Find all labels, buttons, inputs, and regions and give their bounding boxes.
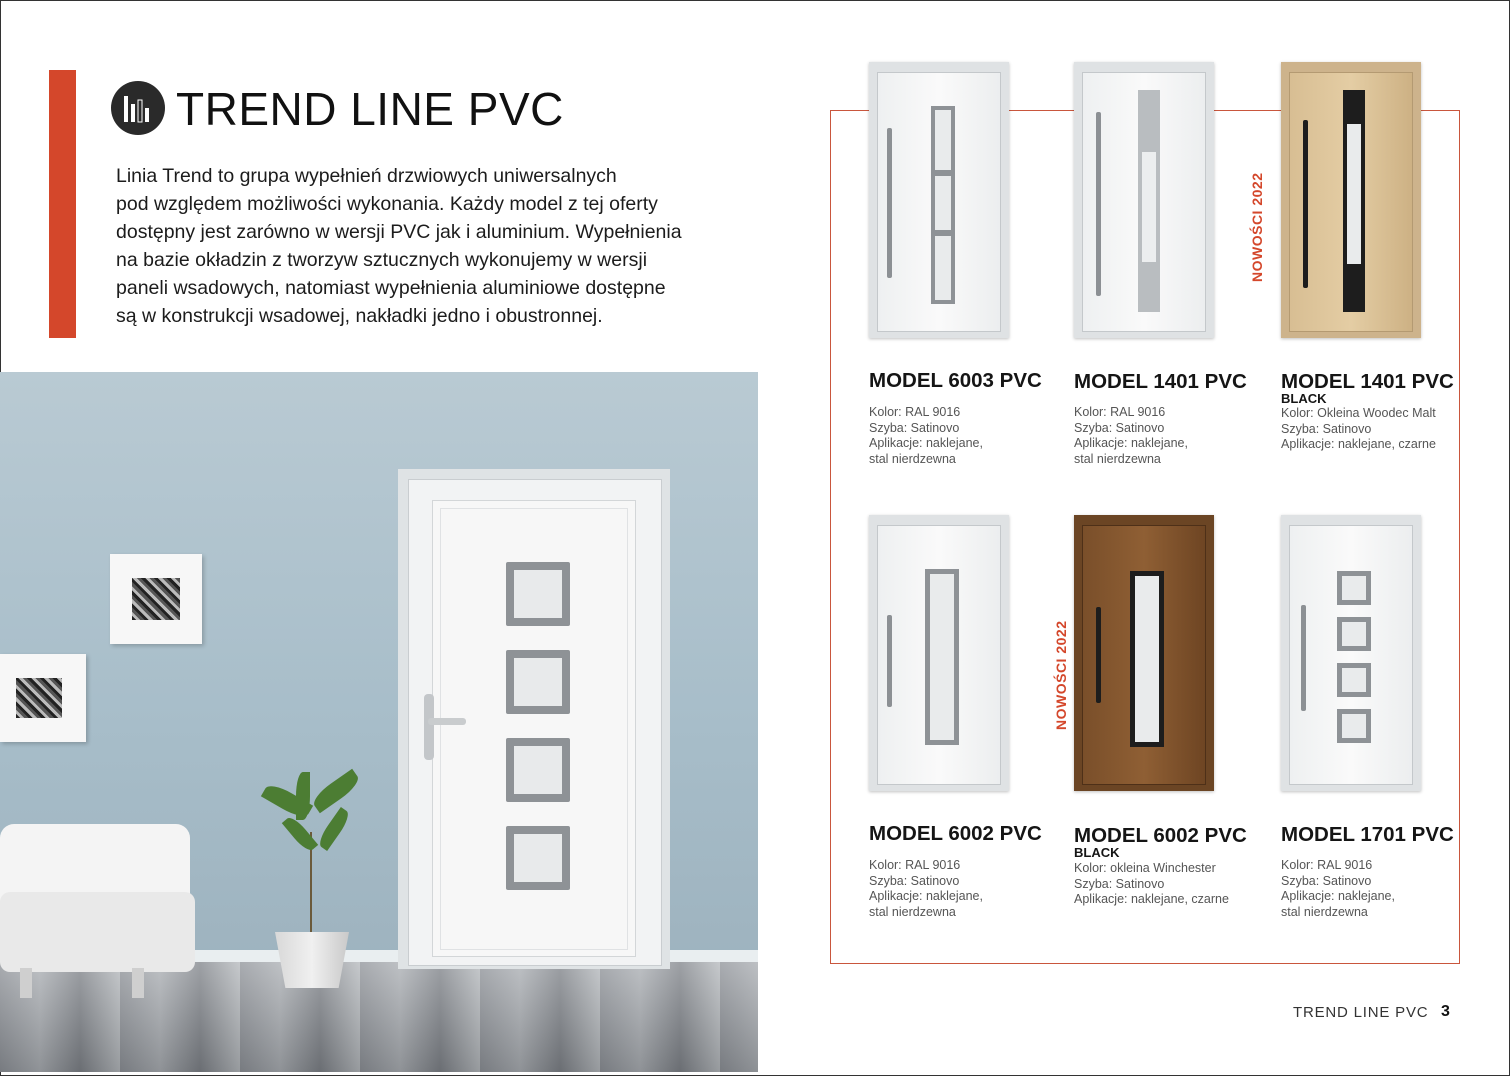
door-image-1401-black <box>1281 62 1421 338</box>
footer-section-label: TREND LINE PVC <box>1293 1004 1429 1021</box>
interior-photo <box>0 372 758 1072</box>
door-image-6003 <box>869 62 1009 338</box>
intro-line: pod względem możliwości wykonania. Każdy model z tej oferty <box>116 193 658 215</box>
model-name: MODEL 6003 PVC <box>869 369 1042 392</box>
model-name: MODEL 1401 PVC <box>1281 370 1454 393</box>
wall-picture <box>0 654 86 742</box>
intro-line: paneli wsadowych, natomiast wypełnienia aluminiowe dostępne <box>116 277 666 299</box>
door-image-1701 <box>1281 515 1421 791</box>
door-window <box>506 738 570 802</box>
intro-line: dostępny jest zarówno w wersji PVC jak i aluminium. Wypełnienia <box>116 221 682 243</box>
door-window <box>506 562 570 626</box>
door-window <box>506 826 570 890</box>
model-specs: Kolor: RAL 9016 Szyba: Satinovo Aplikacje: naklejane, stal nierdzewna <box>869 405 983 466</box>
door-image-6002 <box>869 515 1009 791</box>
model-name: MODEL 6002 PVC <box>1074 824 1247 847</box>
door-window <box>506 650 570 714</box>
wall-picture <box>110 554 202 644</box>
page-title: TREND LINE PVC <box>176 83 564 135</box>
intro-paragraph <box>116 162 736 330</box>
model-specs: Kolor: RAL 9016 Szyba: Satinovo Aplikacje: naklejane, stal nierdzewna <box>869 858 983 919</box>
door-handle <box>424 694 434 760</box>
model-specs: Kolor: okleina Winchester Szyba: Satinovo Aplikacje: naklejane, czarne <box>1074 861 1229 906</box>
accent-bar <box>49 70 76 338</box>
new-2022-tag: NOWOŚCI 2022 <box>1249 172 1265 282</box>
plant-pot <box>275 932 349 988</box>
door-image-6002-black <box>1074 515 1214 791</box>
intro-line: na bazie okładzin z tworzyw sztucznych wykonujemy w wersji <box>116 249 648 271</box>
model-specs: Kolor: Okleina Woodec Malt Szyba: Satinovo Aplikacje: naklejane, czarne <box>1281 406 1436 451</box>
intro-line: Linia Trend to grupa wypełnień drzwiowych uniwersalnych <box>116 165 617 187</box>
model-name: MODEL 1401 PVC <box>1074 370 1247 393</box>
door-image-1401 <box>1074 62 1214 338</box>
new-2022-tag: NOWOŚCI 2022 <box>1053 620 1069 730</box>
model-name: MODEL 1701 PVC <box>1281 823 1454 846</box>
model-name: MODEL 6002 PVC <box>869 822 1042 845</box>
page-number: 3 <box>1441 1003 1450 1020</box>
model-specs: Kolor: RAL 9016 Szyba: Satinovo Aplikacje: naklejane, stal nierdzewna <box>1281 858 1395 919</box>
model-specs: Kolor: RAL 9016 Szyba: Satinovo Aplikacje: naklejane, stal nierdzewna <box>1074 405 1188 466</box>
intro-line: są w konstrukcji wsadowej, nakładki jedno i obustronnej. <box>116 305 603 327</box>
model-variant: BLACK <box>1281 391 1327 406</box>
model-variant: BLACK <box>1074 845 1120 860</box>
trend-line-logo-icon <box>110 80 166 136</box>
